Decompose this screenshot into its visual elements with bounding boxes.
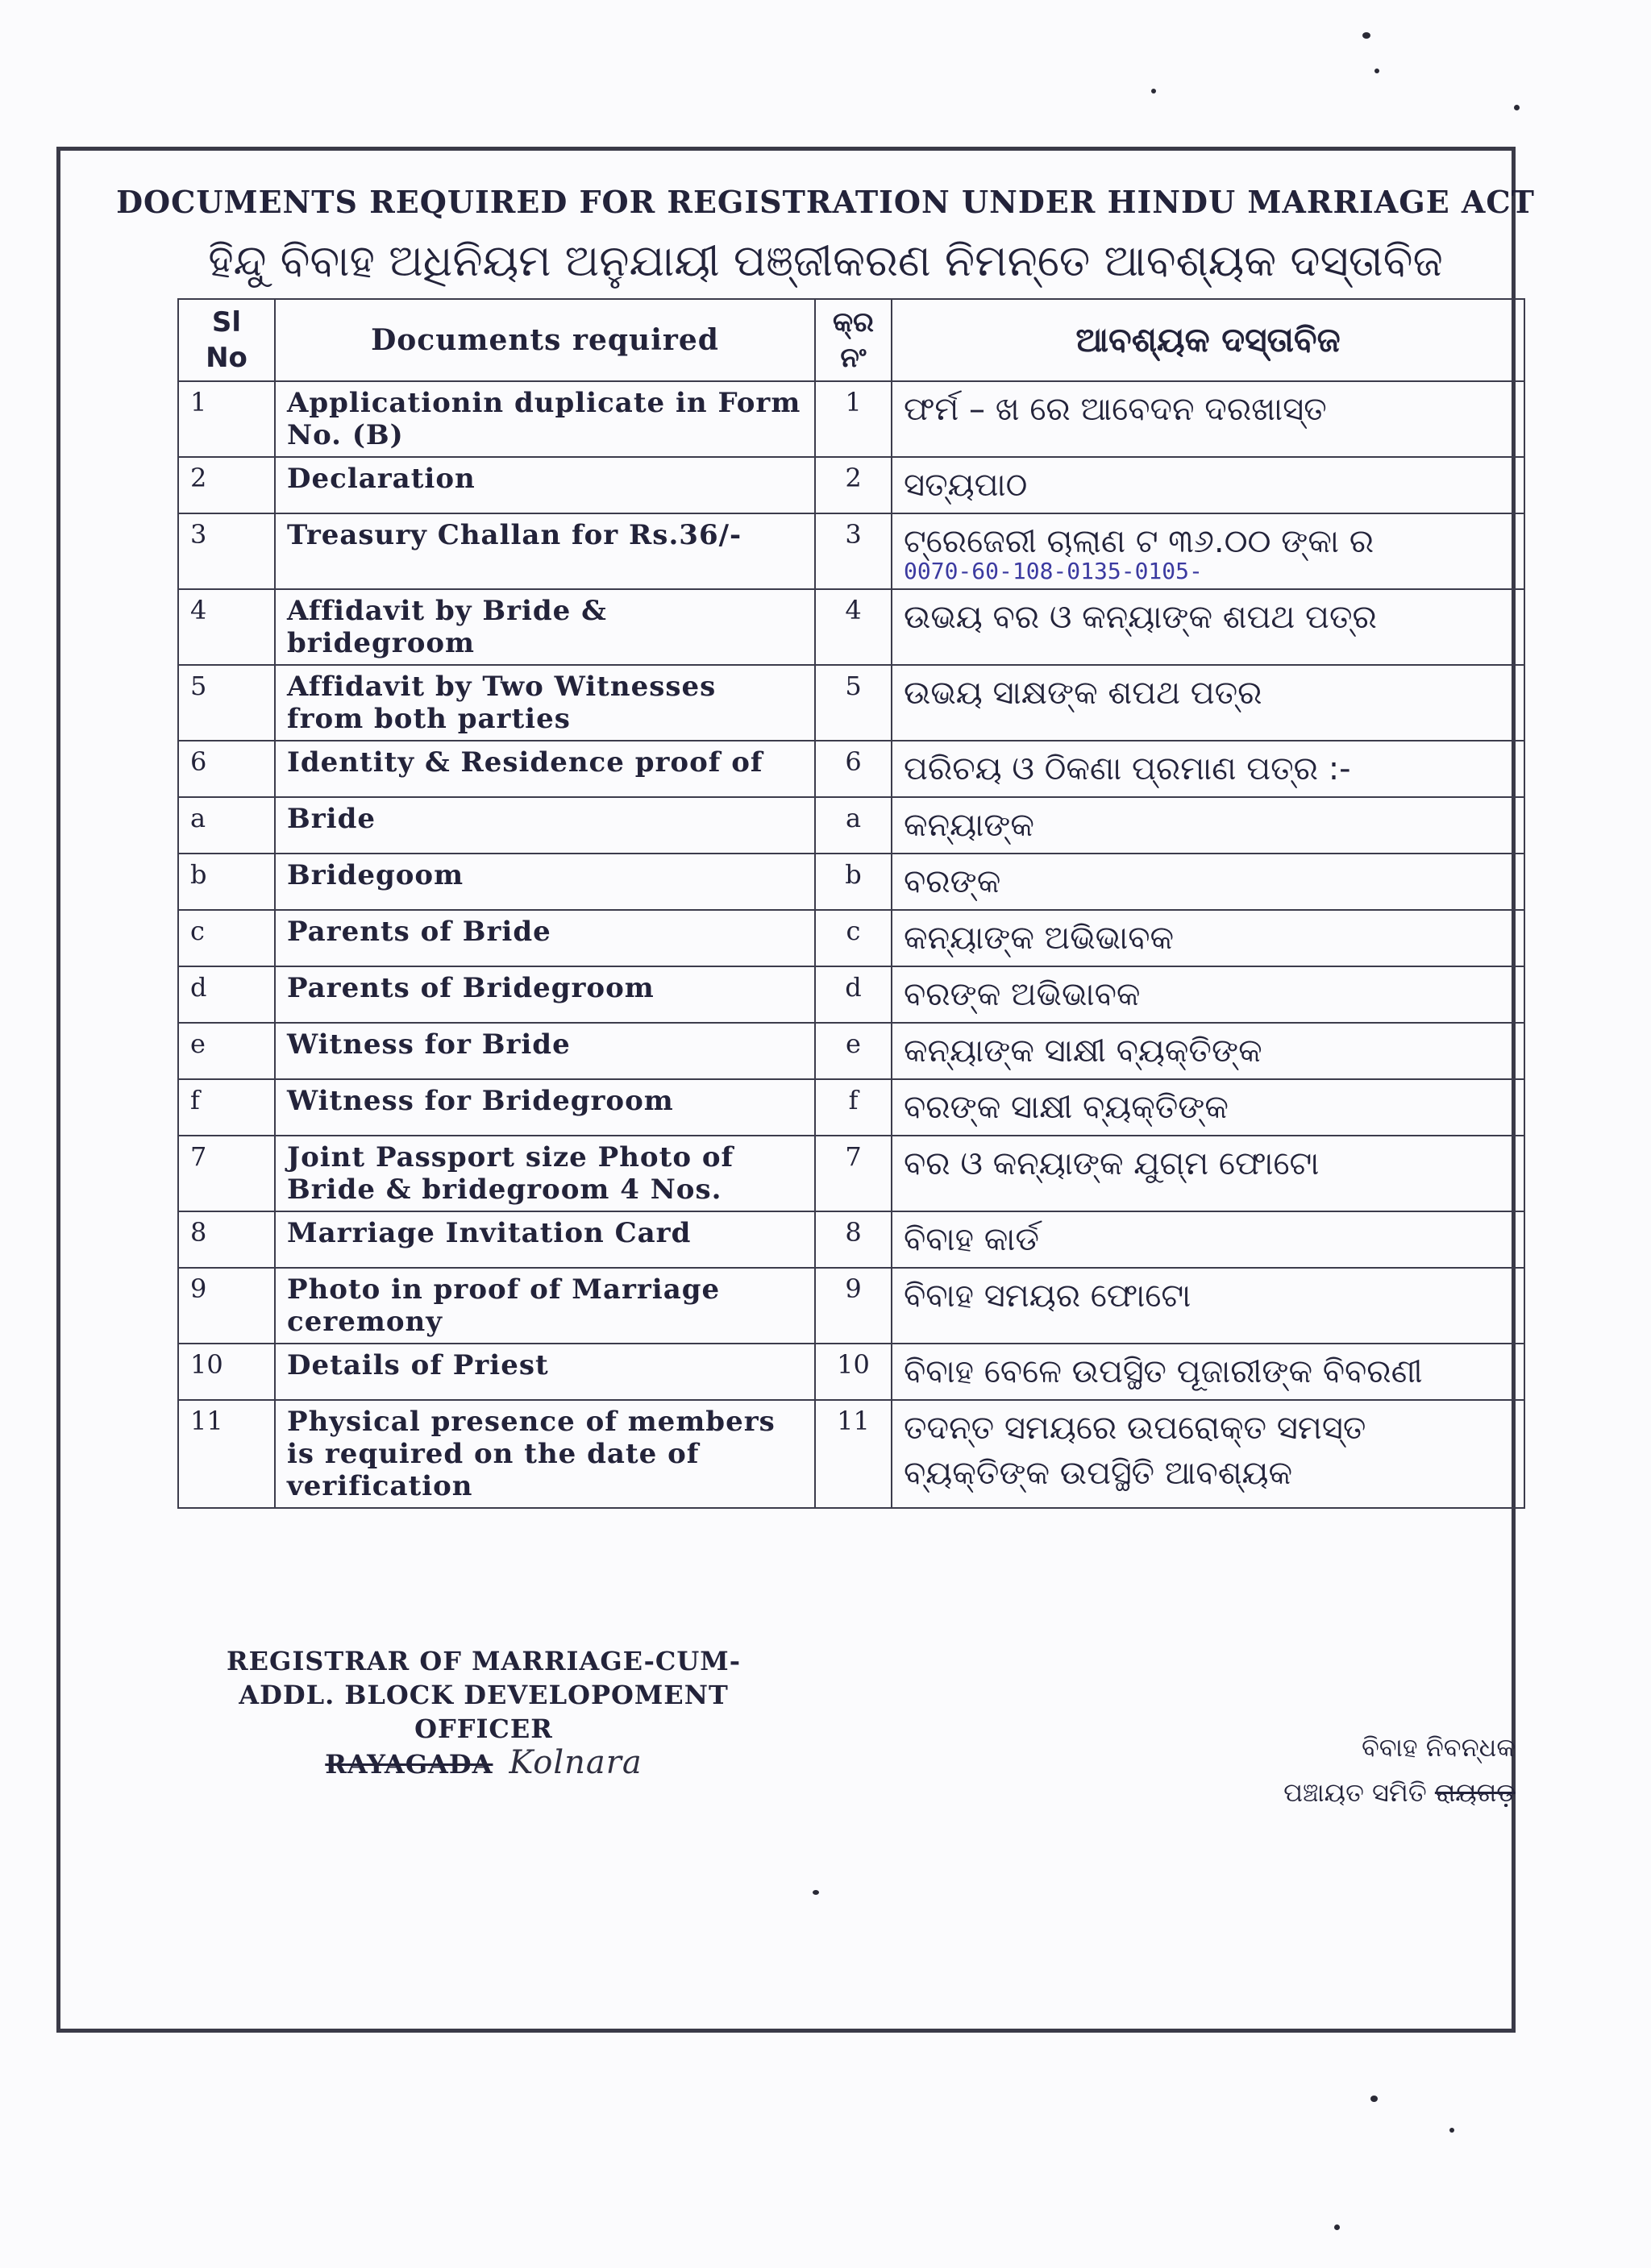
row-kr-no-text: c: [846, 916, 861, 946]
row-document-odia: [892, 797, 1524, 854]
row-kr-no-text: a: [845, 803, 862, 833]
row-document-english-text: Treasury Challan for Rs.36/-: [287, 519, 742, 551]
row-document-english: [275, 381, 815, 457]
table-header-row: [178, 299, 1524, 381]
row-document-english-text: Marriage Invitation Card: [287, 1217, 692, 1249]
table-row: [178, 797, 1524, 854]
scan-speck: [1449, 2128, 1454, 2133]
row-sl-no: [178, 1023, 275, 1079]
row-document-odia-text: ବିବାହ ସମୟର ଫୋଟୋ: [904, 1277, 1191, 1315]
scan-speck: [1374, 69, 1379, 73]
row-document-english-text: Identity & Residence proof of: [287, 746, 763, 779]
row-document-english: [275, 1136, 815, 1211]
table-row: [178, 1023, 1524, 1079]
row-document-odia-text: କନ୍ୟାଙ୍କ: [904, 807, 1034, 844]
row-sl-no-text: c: [190, 916, 205, 946]
row-kr-no-text: 4: [845, 595, 862, 625]
table-row: [178, 741, 1524, 797]
registrar-place: RAYAGADA: [325, 1749, 493, 1780]
row-kr-no-text: 6: [845, 746, 862, 777]
registrar-place-line: [177, 1746, 790, 1781]
row-document-english: [275, 1211, 815, 1268]
row-kr-no: [815, 854, 892, 910]
row-kr-no-text: 11: [837, 1406, 870, 1436]
row-document-english-text: Photo in proof of Marriage ceremony: [287, 1273, 721, 1338]
scan-speck: [1362, 32, 1370, 39]
table-row: [178, 1344, 1524, 1400]
row-kr-no: [815, 589, 892, 665]
row-document-odia: [892, 513, 1524, 589]
row-kr-no-text: d: [845, 972, 862, 1003]
row-document-odia: [892, 381, 1524, 457]
row-document-odia-text: ସତ୍ୟପାଠ: [904, 467, 1028, 504]
row-kr-no-text: 3: [845, 519, 862, 550]
row-document-odia-text: କନ୍ୟାଙ୍କ ଅଭିଭାବକ: [904, 920, 1175, 957]
row-kr-no: [815, 665, 892, 741]
row-sl-no-text: f: [190, 1085, 200, 1115]
row-sl-no-text: 6: [190, 746, 207, 777]
row-sl-no: [178, 381, 275, 457]
row-kr-no: [815, 741, 892, 797]
row-sl-no-text: b: [190, 859, 207, 890]
header-kr-no: କ୍ର ନଂ: [815, 299, 892, 381]
row-sl-no: [178, 1079, 275, 1136]
row-kr-no-text: 5: [845, 671, 862, 701]
row-kr-no: [815, 513, 892, 589]
row-document-odia: [892, 457, 1524, 513]
odia-sign-office: ପଞ୍ଚାୟତ ସମିତି: [1283, 1777, 1427, 1808]
row-document-odia-text: ଉଭୟ ସାକ୍ଷଙ୍କ ଶପଥ ପତ୍ର: [904, 675, 1262, 712]
row-sl-no: [178, 1211, 275, 1268]
documents-table: [177, 298, 1525, 1509]
row-sl-no-text: d: [190, 972, 207, 1003]
row-document-english: [275, 589, 815, 665]
row-kr-no-text: b: [845, 859, 862, 890]
document-title-english: DOCUMENTS REQUIRED FOR REGISTRATION UNDER HINDU MARRIAGE ACT: [116, 184, 1535, 220]
row-kr-no: [815, 1400, 892, 1508]
row-sl-no: [178, 665, 275, 741]
registrar-block: [177, 1644, 790, 1781]
table-row: [178, 1136, 1524, 1211]
row-document-english-text: Affidavit by Bride & bridegroom: [287, 595, 607, 659]
row-document-english-text: Bridegoom: [287, 859, 464, 891]
row-document-english: [275, 665, 815, 741]
row-kr-no-text: f: [848, 1085, 859, 1115]
header-sl-no: Sl No: [178, 299, 275, 381]
row-kr-no: [815, 381, 892, 457]
row-document-odia-text: ଫର୍ମ – ଖ ରେ ଆବେଦନ ଦରଖାସ୍ତ: [904, 391, 1327, 428]
scan-speck: [1151, 89, 1156, 93]
scan-speck: [1334, 2224, 1340, 2230]
table-row: [178, 381, 1524, 457]
row-document-odia: [892, 741, 1524, 797]
row-document-english: [275, 513, 815, 589]
row-document-odia: [892, 589, 1524, 665]
odia-sign-place: ରାୟଗଡ଼: [1434, 1777, 1516, 1808]
row-sl-no-text: 10: [190, 1349, 223, 1380]
odia-sign-line-2: [1177, 1770, 1516, 1815]
row-document-odia-text: ଟ୍ରେଜେରୀ ଚାଲାଣ ଟ ୩୬.୦୦ ଙ୍କା ର: [904, 523, 1374, 560]
row-document-odia-text: ବିବାହ କାର୍ଡ: [904, 1221, 1040, 1258]
row-kr-no: [815, 1268, 892, 1344]
row-sl-no: [178, 457, 275, 513]
scan-speck: [1514, 105, 1520, 110]
row-kr-no: [815, 1023, 892, 1079]
row-sl-no-text: e: [190, 1028, 206, 1059]
row-sl-no: [178, 1136, 275, 1211]
row-document-english-text: Affidavit by Two Witnesses from both parties: [287, 671, 717, 735]
row-document-odia: [892, 966, 1524, 1023]
table-row: [178, 966, 1524, 1023]
registrar-line-1: REGISTRAR OF MARRIAGE-CUM-: [227, 1646, 741, 1676]
row-kr-no: [815, 457, 892, 513]
odia-signature-block: [1177, 1725, 1516, 1815]
row-document-odia: [892, 1344, 1524, 1400]
row-kr-no: [815, 910, 892, 966]
row-document-english: [275, 1023, 815, 1079]
row-document-english: [275, 741, 815, 797]
row-document-odia: [892, 1400, 1524, 1508]
row-document-english: [275, 1079, 815, 1136]
row-document-odia: [892, 1079, 1524, 1136]
row-kr-no-text: 2: [845, 463, 862, 493]
row-document-odia-text: କନ୍ୟାଙ୍କ ସାକ୍ଷୀ ବ୍ୟକ୍ତିଙ୍କ: [904, 1032, 1262, 1070]
row-sl-no-text: 3: [190, 519, 207, 550]
row-sl-no: [178, 589, 275, 665]
row-document-odia: [892, 1136, 1524, 1211]
row-sl-no: [178, 797, 275, 854]
row-document-odia-text: ପରିଚୟ ଓ ଠିକଣା ପ୍ରମାଣ ପତ୍ର :-: [904, 750, 1351, 787]
table-row: [178, 589, 1524, 665]
header-documents-required-odia: ଆବଶ୍ୟକ ଦସ୍ତାବିଜ: [892, 299, 1524, 381]
row-document-odia-text: ବିବାହ ବେଳେ ଉପସ୍ଥିତ ପୂଜାରୀଙ୍କ ବିବରଣୀ: [904, 1353, 1423, 1390]
row-sl-no-text: 4: [190, 595, 207, 625]
row-document-odia: [892, 1211, 1524, 1268]
row-sl-no: [178, 910, 275, 966]
row-sl-no-text: a: [190, 803, 206, 833]
table-row: [178, 910, 1524, 966]
row-document-odia-text: ବରଙ୍କ ଅଭିଭାବକ: [904, 976, 1141, 1013]
row-kr-no: [815, 966, 892, 1023]
row-sl-no: [178, 513, 275, 589]
scan-speck: [813, 1890, 819, 1895]
row-document-english-text: Bride: [287, 803, 376, 835]
row-kr-no: [815, 1344, 892, 1400]
scan-speck: [1370, 2096, 1378, 2102]
table-row: [178, 1400, 1524, 1508]
row-document-odia: [892, 910, 1524, 966]
row-kr-no-text: 9: [845, 1273, 862, 1304]
document-title-odia: ହିନ୍ଦୁ ବିବାହ ଅଧିନିୟମ ଅନୁଯାୟୀ ପଞ୍ଜୀକରଣ ନିମନ୍ତେ ଆବଶ୍ୟକ ଦସ୍ତାବିଜ: [208, 235, 1443, 286]
row-sl-no: [178, 1400, 275, 1508]
row-sl-no-text: 7: [190, 1141, 207, 1172]
table-row: [178, 513, 1524, 589]
handwritten-challan-note: 0070-60-108-0135-0105-: [904, 558, 1203, 584]
row-document-english: [275, 797, 815, 854]
row-document-odia-text: ବରଙ୍କ ସାକ୍ଷୀ ବ୍ୟକ୍ତିଙ୍କ: [904, 1089, 1229, 1126]
row-document-english-text: Physical presence of members is required on the date of verification: [287, 1406, 776, 1502]
row-sl-no-text: 2: [190, 463, 207, 493]
row-document-english: [275, 1268, 815, 1344]
row-kr-no-text: 10: [837, 1349, 870, 1380]
table-row: [178, 1211, 1524, 1268]
row-sl-no: [178, 1268, 275, 1344]
row-document-english-text: Parents of Bridegroom: [287, 972, 655, 1004]
row-sl-no-text: 11: [190, 1406, 223, 1436]
row-document-english: [275, 1400, 815, 1508]
row-document-english: [275, 966, 815, 1023]
row-document-english-text: Witness for Bride: [287, 1028, 571, 1061]
table-row: [178, 854, 1524, 910]
row-document-english: [275, 854, 815, 910]
row-sl-no: [178, 854, 275, 910]
row-kr-no-text: 1: [845, 387, 862, 417]
row-kr-no: [815, 797, 892, 854]
row-document-english-text: Applicationin duplicate in Form No. (B): [287, 387, 801, 451]
odia-sign-line-1: ବିବାହ ନିବନ୍ଧକ: [1361, 1732, 1516, 1763]
row-document-english-text: Witness for Bridegroom: [287, 1085, 674, 1117]
row-document-odia-text: ଉଭୟ ବର ଓ କନ୍ୟାଙ୍କ ଶପଥ ପତ୍ର: [904, 599, 1377, 636]
row-kr-no-text: 7: [845, 1141, 862, 1172]
table-row: [178, 665, 1524, 741]
row-document-english: [275, 1344, 815, 1400]
table-row: [178, 457, 1524, 513]
table-row: [178, 1079, 1524, 1136]
row-document-odia: [892, 1268, 1524, 1344]
row-kr-no: [815, 1136, 892, 1211]
row-sl-no-text: 5: [190, 671, 207, 701]
row-document-odia-text: ବର ଓ କନ୍ୟାଙ୍କ ଯୁଗ୍ମ ଫୋଟୋ: [904, 1145, 1320, 1182]
row-document-english: [275, 910, 815, 966]
row-sl-no: [178, 741, 275, 797]
registrar-line-2: ADDL. BLOCK DEVELOPOMENT OFFICER: [239, 1680, 729, 1744]
row-sl-no: [178, 1344, 275, 1400]
row-sl-no: [178, 966, 275, 1023]
header-documents-required: Documents required: [275, 299, 815, 381]
row-document-odia: [892, 1023, 1524, 1079]
row-sl-no-text: 1: [190, 387, 207, 417]
row-kr-no-text: e: [846, 1028, 861, 1059]
registrar-signature: Kolnara: [509, 1744, 643, 1781]
row-document-english-text: Declaration: [287, 463, 476, 495]
row-document-odia: [892, 854, 1524, 910]
row-document-odia: [892, 665, 1524, 741]
row-kr-no: [815, 1211, 892, 1268]
row-document-english: [275, 457, 815, 513]
row-kr-no-text: 8: [845, 1217, 862, 1248]
row-document-english-text: Parents of Bride: [287, 916, 551, 948]
row-sl-no-text: 8: [190, 1217, 207, 1248]
row-document-english-text: Joint Passport size Photo of Bride & bridegroom 4 Nos.: [287, 1141, 734, 1206]
row-sl-no-text: 9: [190, 1273, 207, 1304]
table-row: [178, 1268, 1524, 1344]
row-document-odia-text: ତଦନ୍ତ ସମୟରେ ଉପରୋକ୍ତ ସମସ୍ତ ବ୍ୟକ୍ତିଙ୍କ ଉପସ୍ଥିତି ଆବଶ୍ୟକ: [904, 1410, 1366, 1492]
row-kr-no: [815, 1079, 892, 1136]
row-document-english-text: Details of Priest: [287, 1349, 549, 1381]
row-document-odia-text: ବରଙ୍କ: [904, 863, 1001, 900]
